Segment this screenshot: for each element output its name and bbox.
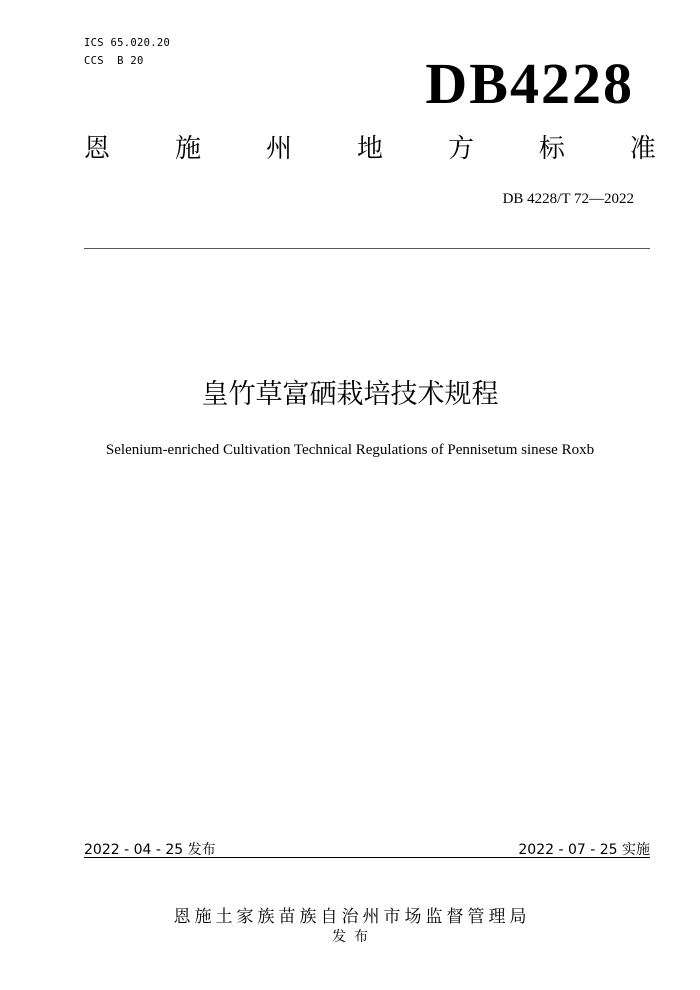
ccs-code: CCS B 20 [84, 55, 144, 67]
document-title-english: Selenium-enriched Cultivation Technical Regulations of Pennisetum sinese Roxb [105, 442, 595, 458]
db-standard-code: DB4228 [425, 51, 634, 116]
standard-type-char: 施 [174, 134, 201, 164]
document-title-chinese: 皇竹草富硒栽培技术规程 [201, 379, 499, 410]
effective-date: 2022 - 07 - 25 实施 [518, 842, 650, 858]
issue-label: 发布 [332, 929, 376, 945]
standard-type-char: 恩 [84, 134, 111, 164]
standard-type-char: 标 [538, 134, 565, 164]
standard-type-char: 方 [447, 134, 474, 164]
standard-type-char: 准 [629, 134, 656, 164]
standard-type-heading [84, 136, 656, 162]
standard-type-char: 州 [265, 134, 292, 164]
footer-divider [84, 857, 650, 858]
standard-number: DB 4228/T 72—2022 [502, 191, 634, 207]
publish-date: 2022 - 04 - 25 发布 [84, 842, 216, 858]
issuing-authority: 恩施土家族苗族自治州市场监督管理局 [173, 907, 531, 927]
header-divider [84, 248, 650, 249]
ics-code: ICS 65.020.20 [84, 37, 171, 49]
standard-type-char: 地 [356, 134, 383, 164]
